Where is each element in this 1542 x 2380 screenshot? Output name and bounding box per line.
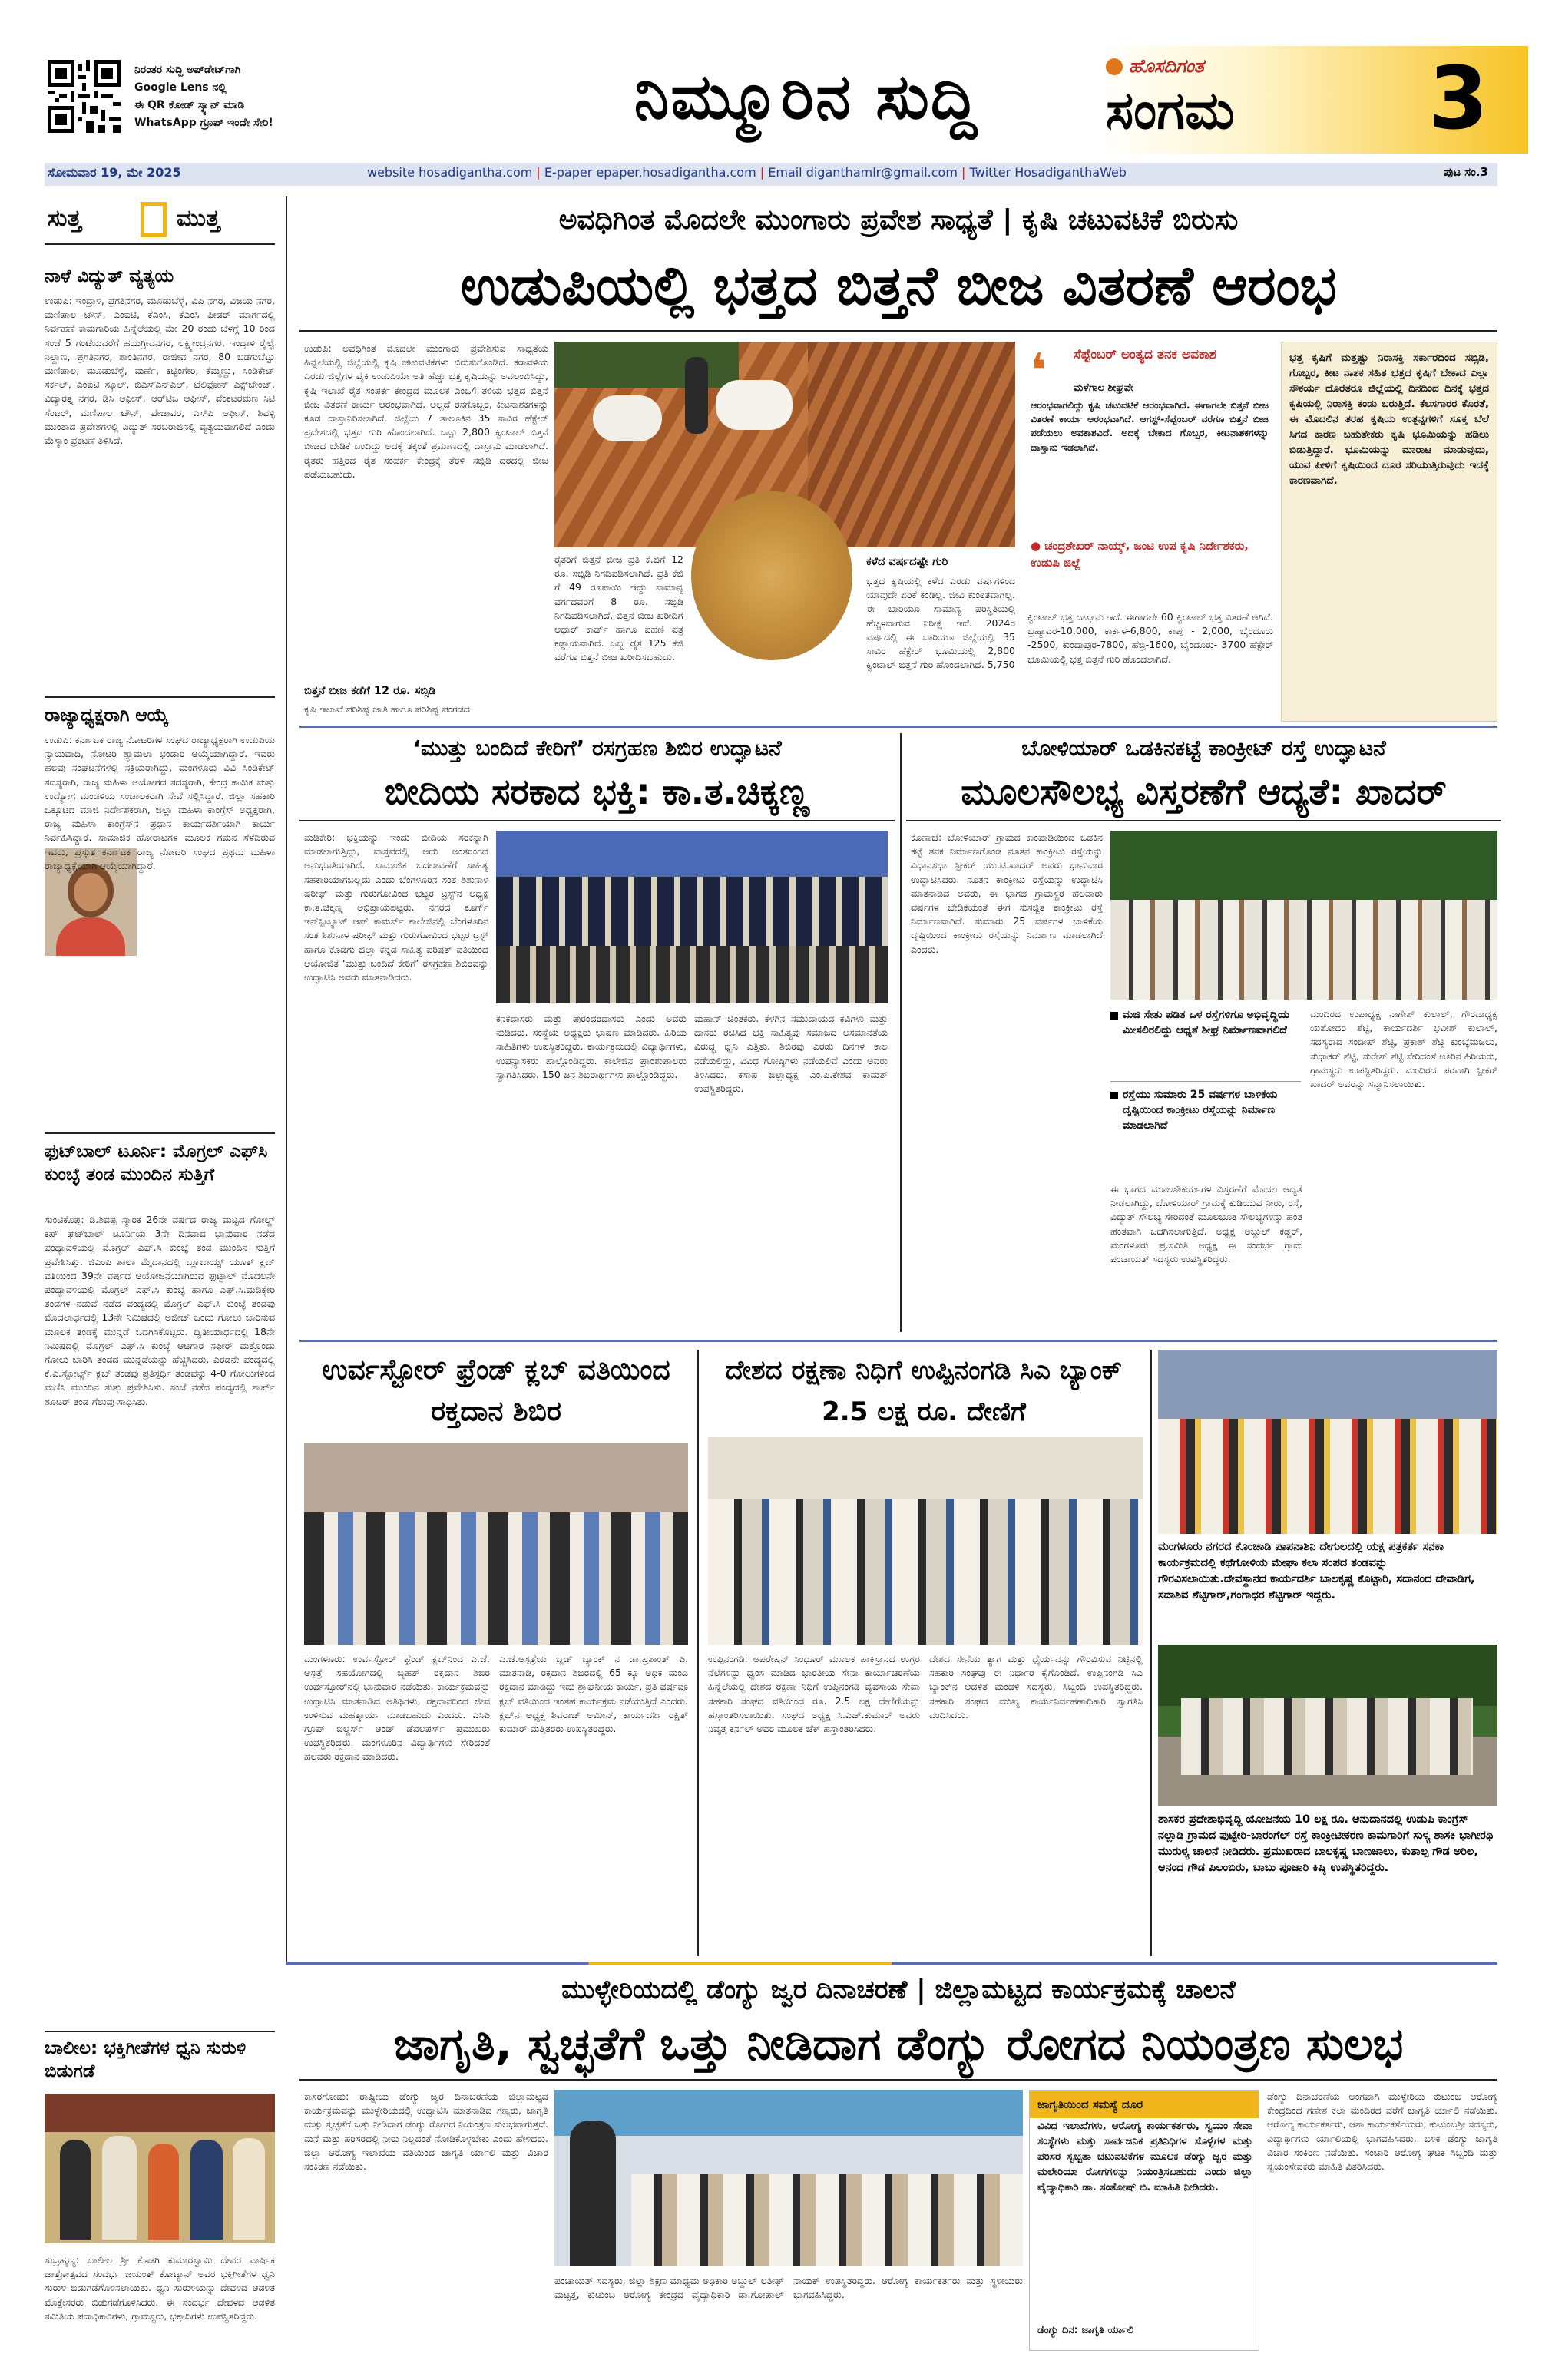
bullet-square-icon bbox=[1110, 1012, 1118, 1020]
story-a-photo bbox=[496, 831, 888, 1003]
quote-icon: ❛ bbox=[1031, 344, 1047, 398]
temple-caption: ಮಂಗಳೂರು ನಗರದ ಕೊಂಚಾಡಿ ಪಾಪನಾಶಿನಿ ದೇಗುಲದಲ್ಲಿ ಯಕ್ಷ ಪತ್ರಕರ್ತ ಸನಕಾ ಕಾರ್ಯಕ್ರಮದಲ್ಲಿ ಕಥೆಗೋಳಿಯ ಮೇಘಾ ಕಲಾ ಸಂಪದ ತಂಡವನ್ನು ಗೌರವಿಸಲಾಯಿತು.ದೇವಸ್ಥಾನದ ಕಾರ್ಯದರ್ಶಿ ಬಾಲಕೃಷ್ಣ ಕೊಟ್ಟಾರಿ, ಸದಾನಂದ ದೇವಾಡಿಗ, ಸದಾಶಿವ ಶೆಟ್ಟಿಗಾರ್,ಗಂಗಾಧರ ಶೆಟ್ಟಿಗಾರ್ ಇದ್ದರು. bbox=[1158, 1541, 1475, 1602]
story-b-col2: ಈ ಭಾಗದ ಮೂಲಸೌಕರ್ಯಗಳ ವಿಸ್ತರಣೆಗೆ ಮೊದಲ ಆದ್ಯತೆ ನೀಡಲಾಗಿದ್ದು, ಬೋಳಿಯಾರ್ ಗ್ರಾಮಕ್ಕೆ ಕುಡಿಯುವ ನೀರು, ರಸ್ತೆ, ವಿದ್ಯುತ್ ಸೌಲಭ್ಯ ಸೇರಿದಂತೆ ಮೂಲಭೂತ ಸೌಲಭ್ಯಗಳನ್ನು ಹಂತ ಹಂತವಾಗಿ ಒದಗಿಸಲಾಗುತ್ತಿದೆ. ಅಧ್ಯಕ್ಷ ಅಬ್ದುಲ್ ಕಡ್ಡರ್, ಮಂಗಳೂರು ಪ್ರ.ಸಮಿತಿ ಅಧ್ಯಕ್ಷ ಈ ಸಂದರ್ಭ ಗ್ರಾಮ ಪಂಚಾಯತ್ ಸದಸ್ಯರು ಉಪಸ್ಥಿತರಿದ್ದರು. bbox=[1110, 1183, 1302, 1265]
story-a-kicker: ‘ಮುತ್ತು ಬಂದಿದೆ ಕೇರಿಗೆ’ ರಸಗ್ರಹಣ ಶಿಬಿರ ಉದ್ಘಾಟನೆ bbox=[412, 735, 782, 761]
bottom-box-text: ವಿವಿಧ ಇಲಾಖೆಗಳು, ಆರೋಗ್ಯ ಕಾರ್ಯಕರ್ತರು, ಸ್ವಯಂ ಸೇವಾ ಸಂಸ್ಥೆಗಳು ಮತ್ತು ಸಾರ್ವಜನಿಕ ಪ್ರತಿನಿಧಿಗಳ ಸೊಳ್ಳೆಗಳ ಮತ್ತು ಪರಿಸರ ಸ್ವಚ್ಛತಾ ಚಟುವಟಿಕೆಗಳ ಮೂಲಕ ಡೆಂಗ್ಯು ಜ್ವರ ಮತ್ತು ಮಲೇರಿಯಾ ರೋಗಗಳನ್ನು ನಿಯಂತ್ರಿಸಬಹುದು ಎಂದು ಜಿಲ್ಲಾ ವೈದ್ಯಾಧಿಕಾರಿ ಡಾ. ಸಂತೋಷ್ ಬಿ. ಮಾಹಿತಿ ನೀಡಿದರು. bbox=[1037, 2120, 1252, 2193]
temple-photo bbox=[1158, 1350, 1497, 1534]
sidebar-s3-text: ಸುಂಟಿಕೊಪ್ಪ: ಡಿ.ಶಿವಪ್ಪ ಸ್ಮಾರಕ 26ನೇ ವರ್ಷದ ರಾಜ್ಯ ಮಟ್ಟದ ಗೋಲ್ಡ್ ಕಪ್ ಫುಟ್‌ಬಾಲ್ ಟೂರ್ನಿಯ 3ನೇ ದಿನವಾದ ಭಾನುವಾರ ನಡೆದ ಪಂದ್ಯಾವಳಿಯಲ್ಲಿ ಮೊಗ್ರಲ್ ಎಫ್.ಸಿ ಕುಂಬ್ಳೆ ತಂಡ ಮುಂದಿನ ಸುತ್ತಿಗೆ ಪ್ರವೇಶಿಸಿತ್ತು. ಜಿಎಂಪಿ ಶಾಲಾ ಮೈದಾನದಲ್ಲಿ ಬ್ಲೂಬಾಯ್ಸ್ ಯೂತ್ ಕ್ಲಬ್ ವತಿಯಿಂದ 39ನೇ ವರ್ಷದ ಆಯೋಜನೆಯಾಗಿರುವ ಫುಟ್ಬಾಲ್ ಮೊದಲನೇ ಪಂದ್ಯಾವಳಿಯಲ್ಲಿ ಮೊಗ್ರಲ್ ಎಫ್.ಸಿ ಕುಂಬ್ಳೆ ಹಾಗೂ ಎಫ್.ಸಿ.ಮಡಿಕ್ಕೇರಿ ತಂಡಗಳ ನಡುವೆ ನಡೆದ ಪಂದ್ಯದಲ್ಲಿ ಮೊಗ್ರಲ್ ಎಫ್.ಸಿ ಕುಂಬ್ಳೆ ತಂಡವು ಮೊದಲಾರ್ಧದಲ್ಲಿ 13ನೇ ನಿಮಿಷದಲ್ಲಿ ಅಜೀಜ್ ಒಂದು ಗೋಲು ಬಾರಿಸುವ ಮೂಲಕ ತಂಡಕ್ಕೆ ಮುನ್ನಡೆ ಒದಗಿಸಿಕೊಟ್ಟರು. ದ್ವಿತೀಯಾರ್ಧದಲ್ಲಿ 18ನೇ ನಿಮಿಷದಲ್ಲಿ ಮೊಗ್ರಲ್ ಎಫ್.ಸಿ ಕುಂಬ್ಳೆ ಆಟಗಾರ ಸಫೀರ್ ಮತ್ತೊಂದು ಗೋಲು ಬಾರಿಸಿ ತಂಡದ ಮುನ್ನಡೆಯನ್ನು ಹೆಚ್ಚಿಸಿದರು. ಎರಡನೇ ಪಂದ್ಯದಲ್ಲಿ ಕೆ.ಎ.ಸ್ಪೋರ್ಟ್ಸ್ ಕ್ಲಬ್ ತಂಡವು ಪ್ರತಿಸ್ಪರ್ಧಿ ತಂಡವನ್ನು 4-0 ಗೋಲುಗಳಿಂದ ಮಣಿಸಿ ಮುಂದಿನ ಸುತ್ತು ಪ್ರವೇಶಿಸಿತು. ಸಂಜೆ ನಡೆದ ಪಂದ್ಯದಲ್ಲಿ ಶಾರ್ಪ್ ಶೂಟರ್ ತಂಡ ಗೆಲುವು ಸಾಧಿಸಿತು. bbox=[45, 1214, 275, 1407]
brand-icon bbox=[1106, 58, 1123, 75]
bottom-col3: ಡೆಂಗ್ಯು ದಿನಾಚರಣೆಯ ಅಂಗವಾಗಿ ಮುಳ್ಳೇರಿಯ ಕುಟುಂಬ ಆರೋಗ್ಯ ಕೇಂದ್ರದಿಂದ ಗಣೇಶ ಕಲಾ ಮಂದಿರದ ವರೆಗೆ ಜಾಗೃತಿ ರ್ಯಾಲಿ ನಡೆಯಿತು. ಆರೋಗ್ಯ ಕಾರ್ಯಕರ್ತರು, ಆಶಾ ಕಾರ್ಯಕರ್ತೆಯರು, ಕುಟುಂಬಶ್ರೀ ಸದಸ್ಯರು, ವಿದ್ಯಾರ್ಥಿಗಳು ರ್ಯಾಲಿಯಲ್ಲಿ ಭಾಗವಹಿಸಿದರು. ಬಳಿಕ ಡೆಂಗ್ಯು ಜಾಗೃತಿ ವಿಚಾರ ಸಂಕಿರಣ ನಡೆಯಿತು. ಸಂಚಾರಿ ಆರೋಗ್ಯ ಘಟಕ ಸಿಬ್ಬಂದಿ ಮತ್ತು ಸ್ವಯಂಸೇವಕರು ಮಾಹಿತಿ ವಿತರಿಸಿದರು. bbox=[1267, 2091, 1497, 2173]
sidebar bbox=[45, 196, 275, 2357]
sidebar-s3-title: ಫುಟ್‌ಬಾಲ್ ಟೂರ್ನಿ: ಮೊಗ್ರಲ್ ಎಫ್‌ಸಿ ಕುಂಬ್ಳೆ ತಂಡ ಮುಂದಿನ ಸುತ್ತಿಗೆ bbox=[45, 1142, 268, 1185]
lead-caption: ಬಿತ್ತನೆ ಬೀಜ ಕಡೆಗೆ 12 ರೂ. ಸಬ್ಸಿಡಿ bbox=[304, 685, 436, 697]
story-b-bullets bbox=[1110, 1007, 1302, 1176]
lead-sidebox-text: ಭತ್ತ ಕೃಷಿಗೆ ಮತ್ತಷ್ಟು ನಿರಾಸಕ್ತಿ ಸರ್ಕಾರದಿಂದ ಸಬ್ಸಿಡಿ, ಗೊಬ್ಬರ, ಕೀಟ ನಾಶಕ ಸಹಿತ ಭತ್ತದ ಕೃಷಿಗೆ ಬೇಕಾದ ಎಲ್ಲಾ ಸೌಕರ್ಯ ದೊರೆತರೂ ಜಿಲ್ಲೆಯಲ್ಲಿ ದಿನದಿಂದ ದಿನಕ್ಕೆ ಭತ್ತದ ಕೃಷಿಯಲ್ಲಿ ನಿರಾಸಕ್ತಿ ಕಂಡು ಬರುತ್ತಿದೆ. ಕೆಲಸಗಾರರ ಕೊರತೆ, ಈ ಮೊದಲಿನ ತರಹ ಕೃಷಿಯ ಉತ್ಪನ್ನಗಳಿಗೆ ಸೂಕ್ತ ಬೆಲೆ ಸಿಗದ ಕಾರಣ ಬಹುತೇಕರು ಕೃಷಿ ಭೂಮಿಯನ್ನು ಹಡಿಲು ಬಿಡುತ್ತಿದ್ದಾರೆ. ಭೂಮಿಯನ್ನು ಮಾರಾಟ ಮಾಡುವುದು, ಯುವ ಪೀಳಿಗೆ ಕೃಷಿಯಿಂದ ದೂರ ಸರಿಯುತ್ತಿರುವುದು ಇದಕ್ಕೆ ಕಾರಣವಾಗಿದೆ. bbox=[1289, 352, 1489, 487]
sidebar-logo-left: ಸುತ್ತ bbox=[48, 205, 81, 232]
edition-label: ಪುಟ ಸಂ.3 bbox=[1444, 165, 1488, 179]
bottom-col2: ಪಂಚಾಯತ್ ಸದಸ್ಯರು, ಜಿಲ್ಲಾ ಶಿಕ್ಷಣ ಮಾಧ್ಯಮ ಅಧಿಕಾರಿ ಅಬ್ದುಲ್ ಲತೀಫ್ ಮಟ್ಟತ್ತ, ಕುಟುಂಬ ಆರೋಗ್ಯ ಕೇಂದ್ರದ ವೈದ್ಯಾಧಿಕಾರಿ ಡಾ.ಗೋಪಾಲ್ ನಾಯಕ್ ಉಪಸ್ಥಿತರಿದ್ದರು. ಆರೋಗ್ಯ ಕಾರ್ಯಕರ್ತರು ಮತ್ತು ಸ್ಥಳೀಯರು ಭಾಗವಹಿಸಿದ್ದರು. bbox=[554, 2275, 1023, 2301]
bottom-photo bbox=[554, 2090, 1023, 2266]
story-b-headline: ಮೂಲಸೌಲಭ್ಯ ವಿಸ್ತರಣೆಗೆ ಆದ್ಯತೆ: ಖಾದರ್ bbox=[961, 771, 1447, 812]
story-a-col3: ಮಹಾನ್ ಚಿಂತಕರು. ಕೆಳಗಿನ ಸಮುದಾಯದ ಕವಿಗಳು ಮತ್ತು ದಾಸರು ರಚಿಸಿದ ಭಕ್ತಿ ಸಾಹಿತ್ಯವು ಸಮಾಜದ ಅಸಮಾನತೆಯ ವಿರುದ್ಧ ಧ್ವನಿ ಎತ್ತಿತು. ಶಿಬಿರವು ಎರಡು ದಿನಗಳ ಕಾಲ ನಡೆಯಲಿದ್ದು, ವಿವಿಧ ಗೋಷ್ಠಿಗಳು ನಡೆಯಲಿವೆ ಎಂದು ಅವರು ತಿಳಿಸಿದರು. ಕಸಾಪ ಜಿಲ್ಲಾಧ್ಯಕ್ಷ ಎಂ.ಪಿ.ಕೇಶವ ಕಾಮತ್ ಉಪಸ್ಥಿತರಿದ್ದರು. bbox=[694, 1013, 888, 1095]
road-photo bbox=[1158, 1645, 1497, 1806]
email-link[interactable]: Email diganthamlr@gmail.com bbox=[768, 165, 958, 180]
lead-caption-text: ಕೃಷಿ ಇಲಾಖೆ ಪರಿಶಿಷ್ಟ ಜಾತಿ ಹಾಗೂ ಪರಿಶಿಷ್ಟ ಪಂಗಡದ bbox=[304, 703, 470, 715]
story-b-col1: ಕೊಣಾಜೆ: ಬೋಳಿಯಾರ್ ಗ್ರಾಮದ ಕಾಂಪಾಡಿಯಿಂದ ಒಡಕಿನ ಕಟ್ಟೆ ತನಕ ನಿರ್ಮಾಣಗೊಂಡ ನೂತನ ಕಾಂಕ್ರೀಟು ರಸ್ತೆಯನ್ನು ವಿಧಾನಸಭಾ ಸ್ಪೀಕರ್ ಯು.ಟಿ.ಖಾದರ್ ಅವರು ಭಾನುವಾರ ಉದ್ಘಾಟಿಸಿದರು. ನೂತನ ಕಾಂಕ್ರೀಟು ರಸ್ತೆಯನ್ನು ಉದ್ಘಾಟಿಸಿ ಮಾತನಾಡಿದ ಅವರು, ಈ ಭಾಗದ ಗ್ರಾಮಸ್ಥರ ಹಲವಾರು ವರ್ಷಗಳ ಬೇಡಿಕೆಯಂತೆ ಈಗ ಸುಸಜ್ಜಿತ ಕಾಂಕ್ರೀಟು ರಸ್ತೆ ನಿರ್ಮಾಣವಾಗಿದೆ. ಸುಮಾರು 25 ವರ್ಷಗಳ ಬಾಳಿಕೆಯ ದೃಷ್ಟಿಯಿಂದ ಕಾಂಕ್ರೀಟು ರಸ್ತೆಯನ್ನು ನಿರ್ಮಾಣ ಮಾಡಲಾಗಿದೆ ಎಂದರು. bbox=[911, 831, 1103, 955]
story-b-bullet1: ಮಜಿ ಸೇತು ಪಡಿತ ಒಳ ರಸ್ತೆಗಳಿಗೂ ಅಭಿವೃದ್ಧಿಯ ಮೀಸಲಿರಲಿದ್ದು ಆಧ್ಯತೆ ಶೀಘ್ರ ನಿರ್ಮಾಣವಾಗಲಿದೆ bbox=[1123, 1009, 1289, 1036]
bottom-box bbox=[1029, 2090, 1259, 2351]
balila-photo bbox=[45, 2094, 275, 2243]
bottom-headline: ಜಾಗೃತಿ, ಸ್ವಚ್ಛತೆಗೆ ಒತ್ತು ನೀಡಿದಾಗ ಡೆಂಗ್ಯು ರೋಗದ ನಿಯಂತ್ರಣ ಸುಲಭ bbox=[393, 2018, 1404, 2070]
story-b-col3: ಮಂದಿರದ ಉಪಾಧ್ಯಕ್ಷ ನಾಗೇಶ್ ಕುಲಾಲ್, ಗೌರವಾಧ್ಯಕ್ಷ ಯಶೋಧರ ಶೆಟ್ಟಿ, ಕಾರ್ಯದರ್ಶಿ ಭವೀಶ್ ಕುಲಾಲ್, ಸದಸ್ಯರಾದ ಸಂದೀಪ್ ಶೆಟ್ಟಿ, ಪ್ರಕಾಶ್ ಶೆಟ್ಟಿ ಕುಂಬ್ಳೆಮಜಲು, ಸುಧಾಕರ್ ಶೆಟ್ಟಿ, ಸುರೇಶ್ ಶೆಟ್ಟಿ ಸೇರಿದಂತೆ ಊರಿನ ಹಿರಿಯರು, ಗ್ರಾಮಸ್ಥರು ಉಪಸ್ಥಿತರಿದ್ದರು. ಮಂದಿರದ ಪರವಾಗಿ ಸ್ಪೀಕರ್ ಖಾದರ್ ಅವರನ್ನು ಸನ್ಮಾನಿಸಲಾಯಿತು. bbox=[1310, 1008, 1497, 1090]
lead-col3: ಭತ್ತದ ಕೃಷಿಯಲ್ಲಿ ಕಳೆದ ಎರಡು ವರ್ಷಗಳಿಂದ ಯಾವುದೇ ಏರಿಕೆ ಕಂಡಿಲ್ಲ. ಜೀವಿ ಕುಂಠಿತವಾಗಿಲ್ಲ. ಈ ಬಾರಿಯೂ ಸಾಮಾನ್ಯ ಪರಿಸ್ಥಿತಿಯಲ್ಲಿ ಹೆಚ್ಚಳವಾಗುವ ನಿರೀಕ್ಷೆ ಇದೆ. 2024ರ ವರ್ಷದಲ್ಲಿ ಈ ಬಾರಿಯೂ ಜಿಲ್ಲೆಯಲ್ಲಿ 35 ಸಾವಿರ ಹೆಕ್ಟೇರ್ ಭೂಮಿಯಲ್ಲಿ 2,800 ಕ್ವಿಂಟಾಲ್ ಬಿತ್ತನೆ ಗುರಿ ಹೊಂದಲಾಗಿದೆ. 5,750 bbox=[866, 575, 1015, 671]
lead-quote bbox=[1027, 342, 1273, 595]
masthead-area bbox=[0, 0, 1542, 180]
website-link[interactable]: website hosadigantha.com bbox=[367, 165, 533, 180]
epaper-link[interactable]: E-paper epaper.hosadigantha.com bbox=[544, 165, 756, 180]
story-c-headline: ಉರ್ವಸ್ಟೋರ್ ಫ್ರೆಂಡ್ ಕ್ಲಬ್ ವತಿಯಿಂದ ರಕ್ತದಾನ ಶಿಬಿರ bbox=[322, 1354, 670, 1427]
twitter-link[interactable]: Twitter HosadiganthaWeb bbox=[969, 165, 1127, 180]
story-d-photo bbox=[708, 1437, 1143, 1645]
logo-frame-icon bbox=[141, 202, 167, 237]
story-a-headline: ಬೀದಿಯ ಸರಕಾದ ಭಕ್ತಿ: ಕಾ.ತ.ಚಿಕ್ಕಣ್ಣ bbox=[384, 771, 810, 812]
sidebar-s2-title: ರಾಜ್ಯಾಧ್ಯಕ್ಷರಾಗಿ ಆಯ್ಕೆ bbox=[45, 706, 169, 726]
story-c-col1: ಮಂಗಳೂರು: ಉರ್ವಸ್ಟೋರ್ ಫ್ರೆಂಡ್ ಕ್ಲಬ್‌ನಿಂದ ಎ.ಜೆ. ಆಸ್ಪತ್ರೆ ಸಹಯೋಗದಲ್ಲಿ ಬೃಹತ್ ರಕ್ತದಾನ ಶಿಬಿರ ಉರ್ವಸ್ಟೋರ್‌ನಲ್ಲಿ ಭಾನುವಾರ ನಡೆಯಿತು. ಕಾರ್ಯಕ್ರಮವನ್ನು ಉದ್ಘಾಟಿಸಿ ಮಾತನಾಡಿದ ಅತಿಥಿಗಳು, ರಕ್ತದಾನದಿಂದ ಜೀವ ಉಳಿಸುವ ಮಹತ್ಕಾರ್ಯ ಮಾಡಬಹುದು ಎಂದರು. ಎಸಿಪಿ ಗ್ರೂಪ್ ಬಿಲ್ಡರ್ಸ್ ಆಂಡ್ ಡೆವಲಪರ್ಸ್ ಪ್ರಮುಖರು ಉಪಸ್ಥಿತರಿದ್ದರು. ಮಂಗಳೂರಿನ ವಿದ್ಯಾರ್ಥಿಗಳು ಸೇರಿದಂತೆ ಹಲವರು ರಕ್ತದಾನ ಮಾಡಿದರು. bbox=[304, 1653, 490, 1763]
page-number: 3 bbox=[1428, 49, 1488, 149]
road-caption: ಶಾಸಕರ ಪ್ರದೇಶಾಭಿವೃದ್ಧಿ ಯೋಜನೆಯ 10 ಲಕ್ಷ ರೂ. ಅನುದಾನದಲ್ಲಿ ಉಡುಪಿ ಕಾಂಗ್ರೆಸ್ ನಲ್ಲಾಡಿ ಗ್ರಾಮದ ಪುಟ್ಟೇರಿ-ಬಾರಂಗೆಲ್ ರಸ್ತೆ ಕಾಂಕ್ರೀಟೀಕರಣ ಕಾಮಗಾರಿಗೆ ಸುಳ್ಯ ಶಾಸಕಿ ಭಾಗೀರಥಿ ಮುರುಳ್ಯ ಚಾಲನೆ ನೀಡಿದರು. ಪ್ರಮುಖರಾದ ಬಾಲಕೃಷ್ಣ ಬಾಣಜಾಲು, ಕುತಾಲ್ಪ ಗೌಡ ಅರಿಲ, ಆನಂದ ಗೌಡ ಪಿಲಂಬಿರು, ಬಾಬು ಪೂಜಾರಿ ಕಿಷ್ಕಿ ಉಪಸ್ಥಿತರಿದ್ದರು. bbox=[1158, 1813, 1494, 1874]
sidebar-s2-text: ಉಡುಪಿ: ಕರ್ನಾಟಕ ರಾಜ್ಯ ನೋಟರಿಗಳ ಸಂಘದ ರಾಜ್ಯಾಧ್ಯಕ್ಷರಾಗಿ ಉಡುಪಿಯ ನ್ಯಾಯವಾದಿ, ನೋಟರಿ ಶ್ಯಾಮಲಾ ಭಂಡಾರಿ ಆಯ್ಕೆಯಾಗಿದ್ದಾರೆ. ಇವರು ಹಲವು ಸಂಘಟನೆಗಳಲ್ಲಿ ಸಕ್ರಿಯರಾಗಿದ್ದು, ಮಂಗಳೂರು ವಿವಿ ಸಿಂಡಿಕೇಟ್ ಸದಸ್ಯರಾಗಿ, ರಾಜ್ಯ ಮಹಿಳಾ ಆಯೋಗದ ಸದಸ್ಯರಾಗಿ, ಕೇಂದ್ರ ಕಾಮಿಕ ಮತ್ತು ಉದ್ಯೋಗ ಮಂಡಳಿಯ ಸಂಚಾಲಕರಾಗಿ ಸೇವೆ ಸಲ್ಲಿಸಿದ್ದಾರೆ. ಜಿಲ್ಲಾ ಸಹಕಾರಿ ಒಕ್ಕೂಟದ ಮಾಜಿ ನಿರ್ದೇಶಕರಾಗಿ, ಜಿಲ್ಲಾ ಮಹಿಳಾ ಕಾಂಗ್ರೆಸ್ ಅಧ್ಯಕ್ಷರಾಗಿ, ರಾಜ್ಯ ಮಹಿಳಾ ಕಾಂಗ್ರೆಸ್‌ನ ಪ್ರಧಾನ ಕಾರ್ಯದರ್ಶಿಯಾಗಿ ಕಾರ್ಯ ನಿರ್ವಹಿಸಿದ್ದಾರೆ. ಸಾಮಾಜಿಕ ಹೋರಾಟಗಳ ಮೂಲಕ ಗಮನ ಸೆಳೆದಿರುವ ಇವರು, ಪ್ರಸ್ತುತ ಕರ್ನಾಟಕ ರಾಜ್ಯ ನೋಟರಿ ಸಂಘದ ಪ್ರಥಮ ಮಹಿಳಾ ರಾಜ್ಯಾಧ್ಯಕ್ಷೆಯಾಗಿ ಆಯ್ಕೆಯಾಗಿದ್ದಾರೆ. bbox=[45, 734, 275, 871]
lead-kicker: ಅವಧಿಗಿಂತ ಮೊದಲೇ ಮುಂಗಾರು ಪ್ರವೇಶ ಸಾಧ್ಯತೆ | ಕೃಷಿ ಚಟುವಟಿಕೆ ಬಿರುಸು bbox=[558, 204, 1239, 236]
story-b-bullet2: ರಸ್ತೆಯು ಸುಮಾರು 25 ವರ್ಷಗಳ ಬಾಳಿಕೆಯ ದೃಷ್ಟಿಯಿಂದ ಕಾಂಕ್ರೀಟು ರಸ್ತೆಯನ್ನು ನಿರ್ಮಾಣ ಮಾಡಲಾಗಿದೆ bbox=[1123, 1089, 1278, 1132]
bottom-box-title: ಜಾಗೃತಿಯಿಂದ ಸಮಸ್ಯೆ ದೂರ bbox=[1030, 2091, 1259, 2118]
lead-col3-title: ಕಳೆದ ವರ್ಷದಷ್ಟೇ ಗುರಿ bbox=[866, 556, 948, 568]
quote-by: ● ಚಂದ್ರಶೇಖರ್ ನಾಯ್ಕ್, ಜಂಟಿ ಉಪ ಕೃಷಿ ನಿರ್ದೇಶಕರು, ಉಡುಪಿ ಜಿಲ್ಲೆ bbox=[1031, 539, 1249, 570]
lead-headline: ಉಡುಪಿಯಲ್ಲಿ ಭತ್ತದ ಬಿತ್ತನೆ ಬೀಜ ವಿತರಣೆ ಆರಂಭ bbox=[460, 254, 1337, 317]
sidebar-s1-title: ನಾಳೆ ವಿದ್ಯುತ್ ವ್ಯತ್ಯಯ bbox=[45, 266, 174, 286]
sidebar-s4-title: ಬಾಲೀಲ: ಭಕ್ತಿಗೀತೆಗಳ ಧ್ವನಿ ಸುರುಳಿ ಬಿಡುಗಡೆ bbox=[45, 2038, 247, 2081]
qr-note-line: ನಿರಂತರ ಸುದ್ದಿ ಅಪ್‌ಡೇಟ್‌ಗಾಗಿ bbox=[134, 64, 241, 76]
story-a-col1: ಮಡಿಕೇರಿ: ಭಕ್ತಿಯನ್ನು ಇಂದು ಬೀದಿಯ ಸರಕನ್ನಾಗಿ ಮಾಡಲಾಗುತ್ತಿದ್ದು, ವಾಸ್ತವದಲ್ಲಿ ಅದು ಅಂತರಂಗದ ಅನುಭೂತಿಯಾಗಿದೆ. ಸಾಮಾಜಿಕ ಬದಲಾವಣೆಗೆ ಸಾಹಿತ್ಯ ಸಹಕಾರಿಯಾಗಬಲ್ಲದು ಎಂದು ಬೆಂಗಳೂರಿನ ಸಂತ ಶಿಶುನಾಳ ಷರೀಫ್ ಮತ್ತು ಗುರುಗೋವಿಂದ ಭಟ್ಟರ ಟ್ರಸ್ಟ್‌ನ ಅಧ್ಯಕ್ಷ ಕಾ.ತ.ಚಿಕ್ಕಣ್ಣ ಅಭಿಪ್ರಾಯಪಟ್ಟರು. ನಗರದ ಕೂರ್ಗ್ ಇನ್‌ಸ್ಟಿಟ್ಯೂಟ್ ಆಫ್ ಕಾಮರ್ಸ್ ಕಾಲೇಜಿನಲ್ಲಿ ಬೆಂಗಳೂರಿನ ಸಂತ ಶಿಶುನಾಳ ಷರೀಫ್ ಮತ್ತು ಗುರುಗೋವಿಂದ ಭಟ್ಟರ ಟ್ರಸ್ಟ್ ಹಾಗೂ ಕೊಡಗು ಜಿಲ್ಲಾ ಕನ್ನಡ ಸಾಹಿತ್ಯ ಪರಿಷತ್ ವತಿಯಿಂದ ಆಯೋಜಿತ ‘ಮುತ್ತು ಬಂದಿದೆ ಕೇರಿಗೆ’ ರಸಗ್ರಹಣ ಶಿಬಿರವನ್ನು ಉದ್ಘಾಟಿಸಿ ಅವರು ಮಾತನಾಡಿದರು. bbox=[304, 831, 488, 983]
rice-grains-photo bbox=[691, 491, 852, 660]
qr-note-line: WhatsApp ಗ್ರೂಪ್ ಇಂದೇ ಸೇರಿ! bbox=[134, 117, 273, 129]
sidebar-s4-text: ಸುಬ್ರಹ್ಮಣ್ಯ: ಬಾಲೀಲ ಶ್ರೀ ಕೊಡಗಿ ಕುಮಾರಸ್ವಾಮಿ ದೇವರ ವಾರ್ಷಿಕ ಜಾತ್ರೋತ್ಸವದ ಸಂದರ್ಭ ಜಯಂತ್ ಕೋಟ್ಯಾನ್ ಅವರ ಭಕ್ತಿಗೀತೆಗಳ ಧ್ವನಿ ಸುರುಳಿ ಬಿಡುಗಡೆಗೊಳಿಸಲಾಯಿತು. ಧ್ವನಿ ಸುರುಳಿಯನ್ನು ದೇವಳದ ಆಡಳಿತ ಮೊಕ್ತೇಸರರು ಬಿಡುಗಡೆಗೊಳಿಸಿದರು. ಈ ಸಂದರ್ಭ ದೇವಳದ ಆಡಳಿತ ಸಮಿತಿಯ ಪದಾಧಿಕಾರಿಗಳು, ಗ್ರಾಮಸ್ಥರು, ಭಕ್ತಾದಿಗಳು ಉಪಸ್ಥಿತರಿದ್ದರು. bbox=[45, 2254, 275, 2322]
header-links: website hosadigantha.com | E-paper epaper.hosadigantha.com | Email diganthamlr@gmail.com | Twitter HosadiganthaWeb bbox=[367, 165, 1127, 180]
qr-note-line: ಈ QR ಕೋಡ್ ಸ್ಕ್ಯಾನ್ ಮಾಡಿ bbox=[134, 99, 245, 111]
story-c-col2: ಎ.ಜೆ.ಆಸ್ಪತ್ರೆಯ ಬ್ಲಡ್ ಬ್ಯಾಂಕ್ ನ ಡಾ.ಪ್ರಶಾಂತ್ ಪಿ. ಮಾತನಾಡಿ, ರಕ್ತದಾನ ಶಿಬಿರದಲ್ಲಿ 65 ಕ್ಕೂ ಅಧಿಕ ಮಂದಿ ರಕ್ತದಾನ ಮಾಡಿದ್ದು ಇದು ಶ್ಲಾಘನೀಯ ಕಾರ್ಯ. ಪ್ರತಿ ವರ್ಷವೂ ಕ್ಲಬ್ ವತಿಯಿಂದ ಇಂತಹ ಕಾರ್ಯಕ್ರಮ ನಡೆಯುತ್ತಿದೆ ಎಂದರು. ಕ್ಲಬ್‌ನ ಅಧ್ಯಕ್ಷ ಶಿವರಾಜ್ ಅಮೀನ್, ಕಾರ್ಯದರ್ಶಿ ರಕ್ಷಿತ್ ಕುಮಾರ್ ಮತ್ತಿತರರು ಉಪಸ್ಥಿತರಿದ್ದರು. bbox=[499, 1653, 688, 1735]
qr-note-line: Google Lens ನಲ್ಲಿ bbox=[134, 81, 227, 94]
masthead-title: ನಿಮ್ಮೂರಿನ ಸುದ್ದಿ bbox=[634, 61, 979, 134]
story-d-col1: ಉಪ್ಪಿನಂಗಡಿ: ಆಪರೇಷನ್ ಸಿಂಧೂರ್ ಮೂಲಕ ಪಾಕಿಸ್ತಾನದ ಉಗ್ರರ ನೆಲೆಗಳನ್ನು ಧ್ವಂಸ ಮಾಡಿದ ಭಾರತೀಯ ಸೇನಾ ಕಾರ್ಯಾಚರಣೆಯ ಹಿನ್ನೆಲೆಯಲ್ಲಿ ದೇಶದ ರಕ್ಷಣಾ ನಿಧಿಗೆ ಉಪ್ಪಿನಂಗಡಿ ವ್ಯವಸಾಯ ಸೇವಾ ಸಹಕಾರಿ ಸಂಘದ ವತಿಯಿಂದ ರೂ. 2.5 ಲಕ್ಷ ದೇಣಿಗೆಯನ್ನು ಹಸ್ತಾಂತರಿಸಲಾಯಿತು. ಸಂಘದ ಅಧ್ಯಕ್ಷ ಸಿ.ಎಚ್.ಕುಮಾರ್ ಅವರು ನಿವೃತ್ತ ಕರ್ನಲ್ ಅವರ ಮೂಲಕ ಚೆಕ್ ಹಸ್ತಾಂತರಿಸಿದರು. bbox=[708, 1653, 920, 1735]
section-badge bbox=[1098, 46, 1528, 154]
sidebar-s1-text: ಉಡುಪಿ: ಇಂದ್ರಾಳಿ, ಪ್ರಗತಿನಗರ, ಮೂಡುಬೆಳ್ಳೆ, ವಿಪಿ ನಗರ, ವಿಜಯ ನಗರ, ಮಣಿಪಾಲ ಟೌನ್, ಎಂಐಟಿ, ಕೆಎಂಸಿ, ಕೆಎಂಸಿ ಫೀಡರ್ ಮಾರ್ಗದಲ್ಲಿ ನಿರ್ವಹಣೆ ಕಾಮಗಾರಿಯ ಹಿನ್ನೆಲೆಯಲ್ಲಿ ಮೇ 20 ರಂದು ಬೆಳಗ್ಗೆ 10 ರಿಂದ ಸಂಜೆ 5 ಗಂಟೆಯವರೆಗೆ ಹಯಗ್ರೀವನಗರ, ಲಕ್ಷ್ಮೀಂದ್ರನಗರ, ಇಂದ್ರಾಳಿ ರೈಲ್ವೆ ನಿಲ್ದಾಣ, ಪ್ರಗತಿನಗರ, ಶಾಂತಿನಗರ, ರಾಜೀವ ನಗರ, 80 ಬಡಗುಬೆಟ್ಟು ಮಣಿಪಾಲ, ಮೂಡುಬೆಳ್ಳೆ, ಮರ್ಣೆ, ಕಟ್ಟಿಂಗೇರಿ, ಕೆಮ್ಮಣ್ಣು, ಸಿಂಡಿಕೇಟ್ ಸರ್ಕಲ್, ಎಂಐಟಿ ಸ್ಕೂಲ್, ಬಿಎಸ್‌ಎನ್‌ಎಲ್, ಟೆಲಿಫೋನ್ ಎಕ್ಸ್‌ಚೇಂಜ್, ವಿದ್ಯಾರತ್ನ ನಗರ, ಡಿಸಿ ಆಫೀಸ್, ಆರ್‌ಟಿಒ ಆಫೀಸ್, ವೆಂಕಟರಮಣ ಸಿಟಿ ಸೆಂಟರ್, ಮಣಿಪಾಲ ಟೌನ್, ಪೇಜಾವರ, ಎಸ್‌ಪಿ ಆಫೀಸ್, ಶಿವಳ್ಳಿ ಮುಂತಾದ ಪ್ರದೇಶಗಳಲ್ಲಿ ವಿದ್ಯುತ್ ಸರಬರಾಜಿನಲ್ಲಿ ವ್ಯತ್ಯಯವಾಗಲಿದೆ ಎಂದು ಮೆಸ್ಕಾಂ ಪ್ರಕಟಣೆ ತಿಳಿಸಿದೆ. bbox=[45, 295, 275, 447]
bullet-square-icon bbox=[1110, 1092, 1118, 1099]
bottom-col1: ಕಾಸರಗೋಡು: ರಾಷ್ಟ್ರೀಯ ಡೆಂಗ್ಯು ಜ್ವರ ದಿನಾಚರಣೆಯ ಜಿಲ್ಲಾಮಟ್ಟದ ಕಾರ್ಯಕ್ರಮವನ್ನು ಮುಳ್ಳೇರಿಯದಲ್ಲಿ ಉದ್ಘಾಟಿಸಿ ಮಾತನಾಡಿದ ಗಣ್ಯರು, ಜಾಗೃತಿ ಮತ್ತು ಸ್ವಚ್ಛತೆಗೆ ಒತ್ತು ನೀಡಿದಾಗ ಡೆಂಗ್ಯು ರೋಗದ ನಿಯಂತ್ರಣ ಸುಲಭವಾಗುತ್ತದೆ. ಮನೆ ಮತ್ತು ಪರಿಸರದಲ್ಲಿ ನೀರು ನಿಲ್ಲದಂತೆ ನೋಡಿಕೊಳ್ಳಬೇಕು ಎಂದು ಹೇಳಿದರು. ಜಿಲ್ಲಾ ಆರೋಗ್ಯ ಇಲಾಖೆಯ ವತಿಯಿಂದ ಜಾಗೃತಿ ರ್ಯಾಲಿ ಮತ್ತು ವಿಚಾರ ಸಂಕಿರಣ ನಡೆಯಿತು. bbox=[304, 2091, 548, 2173]
sidebar-s2-text-a bbox=[45, 733, 275, 1125]
qr-note bbox=[134, 61, 480, 132]
story-b-photo bbox=[1110, 831, 1497, 1000]
lead-col2: ರೈತರಿಗೆ ಬಿತ್ತನೆ ಬೀಜ ಪ್ರತಿ ಕೆ.ಜಿಗೆ 12 ರೂ. ಸಬ್ಸಿಡಿ ನಿಗದಿಪಡಿಸಲಾಗಿದೆ. ಪ್ರತಿ ಕೆಜಿ ಗೆ 49 ರೂಪಾಯಿ ಇದ್ದು ಸಾಮಾನ್ಯ ವರ್ಗದವರಿಗೆ 8 ರೂ. ಸಬ್ಸಿಡಿ ನಿಗದಿಪಡಿಸಲಾಗಿದೆ. ಬಿತ್ತನೆ ಬೀಜ ಖರೀದಿಗೆ ಆಧಾರ್ ಕಾರ್ಡ್ ಹಾಗೂ ಪಹಣಿ ಪತ್ರ ಕಡ್ಡಾಯವಾಗಿದೆ. ಒಬ್ಬ ರೈತ 125 ಕೆಜಿ ವರೆಗೂ ಬಿತ್ತನೆ ಬೀಜ ಖರೀದಿಸಬಹುದು. bbox=[554, 554, 683, 663]
sidebar-logo bbox=[45, 196, 275, 250]
lead-col4: ಕ್ವಿಂಟಾಲ್ ಭತ್ತ ದಾಸ್ತಾನು ಇದೆ. ಈಗಾಗಲೇ 60 ಕ್ವಿಂಟಾಲ್ ಭತ್ತ ವಿತರಣೆ ಆಗಿದೆ. ಬ್ರಹ್ಮಾವರ-10,000, ಕಾರ್ಕಳ-6,800, ಕಾಪು - 2,000, ಬೈಂದೂರು -2500, ಕುಂದಾಪುರ-7800, ಹೆಬ್ರಿ-1600, ಬೈಂದೂರು- 3700 ಹೆಕ್ಟೇರ್ ಭೂಮಿಯಲ್ಲಿ ಭತ್ತ ಬಿತ್ತನೆ ಗುರಿ ಹೊಂದಲಾಗಿದೆ. bbox=[1027, 611, 1273, 665]
qr-code bbox=[48, 60, 121, 133]
issue-date: ಸೋಮವಾರ 19, ಮೇ 2025 bbox=[48, 165, 181, 180]
story-d-col2: ದೇಶದ ಸೇನೆಯ ತ್ಯಾಗ ಮತ್ತು ಧೈರ್ಯವನ್ನು ಗೌರವಿಸುವ ನಿಟ್ಟಿನಲ್ಲಿ ಸಹಕಾರಿ ಸಂಘವು ಈ ನಿರ್ಧಾರ ಕೈಗೊಂಡಿದೆ. ಉಪ್ಪಿನಂಗಡಿ ಸಿಎ ಬ್ಯಾಂಕ್‌ನ ಆಡಳಿತ ಮಂಡಳಿ ಸದಸ್ಯರು, ಸಿಬ್ಬಂದಿ ಉಪಸ್ಥಿತರಿದ್ದರು. ಸಹಕಾರಿ ಸಂಘದ ಮುಖ್ಯ ಕಾರ್ಯನಿರ್ವಹಣಾಧಿಕಾರಿ ಸ್ವಾಗತಿಸಿ ವಂದಿಸಿದರು. bbox=[929, 1653, 1143, 1721]
story-b-kicker: ಬೋಳಿಯಾರ್ ಒಡಕಿನಕಟ್ಟೆ ಕಾಂಕ್ರೀಟ್ ರಸ್ತೆ ಉದ್ಘಾಟನೆ bbox=[1021, 735, 1386, 761]
brand-name: ಹೊಸದಿಗಂತ bbox=[1129, 55, 1204, 77]
lead-col1: ಉಡುಪಿ: ಅವಧಿಗಿಂತ ಮೊದಲೇ ಮುಂಗಾರು ಪ್ರವೇಶಿಸುವ ಸಾಧ್ಯತೆಯ ಹಿನ್ನೆಲೆಯಲ್ಲಿ ಜಿಲ್ಲೆಯಲ್ಲಿ ಕೃಷಿ ಚಟುವಟಿಕೆಗಳು ಬಿರುಸುಗೊಂಡಿದೆ. ಕರಾವಳಿಯ ಎರಡು ಜಿಲ್ಲೆಗಳ ಪೈಕಿ ಉಡುಪಿಯೇ ಅತಿ ಹೆಚ್ಚು ಭತ್ತ ಕೃಷಿಯನ್ನು ಅವಲಂಬಿಸಿದ್ದು, ಕೃಷಿ ಇಲಾಖೆ ರೈತ ಸಂಪರ್ಕ ಕೇಂದ್ರದ ಮೂಲಕ ಎಂಒ4 ತಳಿಯ ಭತ್ತದ ಬಿತ್ತನೆ ಬೀಜ ವಿತರಣೆ ಕಾರ್ಯ ಆರಂಭವಾಗಿದೆ. ಅಲ್ಲದೆ ರಸಗೊಬ್ಬರ, ಕೀಟನಾಶಕಗಳನ್ನು ಕೂಡ ದಾಸ್ತಾನಿರಿಸಲಾಗಿದೆ. ಜಿಲ್ಲೆಯ 7 ತಾಲೂಕಿನ 35 ಸಾವಿರ ಹೆಕ್ಟೇರ್ ಪ್ರದೇಶದಲ್ಲಿ ಭತ್ತದ ಗುರಿ ಹೊಂದಲಾಗಿದೆ. ಒಟ್ಟು 2,800 ಕ್ವಿಂಟಾಲ್ ಬಿತ್ತನೆ ಬೀಜದ ಬೇಡಿಕೆ ಬಂದಿದ್ದು ಅದಕ್ಕೆ ತಕ್ಕಂತೆ ಪ್ರಮಾಣದಲ್ಲಿ ದಾಸ್ತಾನು ಮಾಡಲಾಗಿದೆ. ರೈತರು ಹತ್ತಿರದ ರೈತ ಸಂಪರ್ಕ ಕೇಂದ್ರಕ್ಕೆ ತೆರಳಿ ಸಬ್ಸಿಡಿ ದರದಲ್ಲಿ ಬೀಜ ಪಡೆಯಬಹುದು. bbox=[304, 342, 548, 480]
bottom-kicker: ಮುಳ್ಳೇರಿಯದಲ್ಲಿ ಡೆಂಗ್ಯು ಜ್ವರ ದಿನಾಚರಣೆ | ಜಿಲ್ಲಾಮಟ್ಟದ ಕಾರ್ಯಕ್ರಮಕ್ಕೆ ಚಾಲನೆ bbox=[561, 1975, 1236, 2005]
story-a-col2: ಕನಕದಾಸರು ಮತ್ತು ಪುರಂದರದಾಸರು ಎಂದು ಅವರು ನುಡಿದರು. ಸಂಸ್ಥೆಯ ಅಧ್ಯಕ್ಷರು ಭಾಷಣ ಮಾಡಿದರು. ಹಿರಿಯ ಸಾಹಿತಿಗಳು ಉಪಸ್ಥಿತರಿದ್ದರು. ಕಾರ್ಯಕ್ರಮದಲ್ಲಿ ವಿದ್ಯಾರ್ಥಿಗಳು, ಉಪನ್ಯಾಸಕರು ಪಾಲ್ಗೊಂಡಿದ್ದರು. ಕಾಲೇಜಿನ ಪ್ರಾಂಶುಪಾಲರು ಸ್ವಾಗತಿಸಿದರು. 150 ಜನ ಶಿಬಿರಾರ್ಥಿಗಳು ಪಾಲ್ಗೊಂಡಿದ್ದರು. bbox=[496, 1013, 687, 1080]
quote-text: ಆರಂಭವಾಗಲಿದ್ದು ಕೃಷಿ ಚಟುವಟಿಕೆ ಆರಂಭವಾಗಿದೆ. ಈಗಾಗಲೇ ಬಿತ್ತನೆ ಬೀಜ ವಿತರಣೆ ಕಾರ್ಯ ಆರಂಭವಾಗಿದೆ. ಆಗಸ್ಟ್-ಸೆಪ್ಟೆಂಬರ್ ವರೆಗೂ ಬಿತ್ತನೆ ಬೀಜ ಪಡೆಯಲು ಅವಕಾಶವಿದೆ. ಅದಕ್ಕೆ ಬೇಕಾದ ಗೊಬ್ಬರ, ಕೀಟನಾಶಕಗಳನ್ನು ದಾಸ್ತಾನು ಇಡಲಾಗಿದೆ. bbox=[1031, 399, 1269, 453]
bottom-box-caption: ಡೆಂಗ್ಯು ದಿನ: ಜಾಗೃತಿ ರ್ಯಾಲಿ bbox=[1037, 2325, 1134, 2336]
story-c-photo bbox=[304, 1443, 688, 1645]
lead-sidebox bbox=[1281, 342, 1497, 722]
section-name: ಸಂಗಮ bbox=[1106, 81, 1235, 141]
quote-sub: ಮಳೆಗಾಲ ಶೀಘ್ರವೇ bbox=[1074, 382, 1134, 394]
sidebar-logo-right: ಮುತ್ತ bbox=[177, 205, 220, 232]
story-d-headline: ದೇಶದ ರಕ್ಷಣಾ ನಿಧಿಗೆ ಉಪ್ಪಿನಂಗಡಿ ಸಿಎ ಬ್ಯಾಂಕ್ 2.5 ಲಕ್ಷ ರೂ. ದೇಣಿಗೆ bbox=[725, 1355, 1123, 1427]
quote-title: ಸೆಪ್ಟೆಂಬರ್ ಅಂತ್ಯದ ತನಕ ಅವಕಾಶ bbox=[1074, 347, 1217, 362]
